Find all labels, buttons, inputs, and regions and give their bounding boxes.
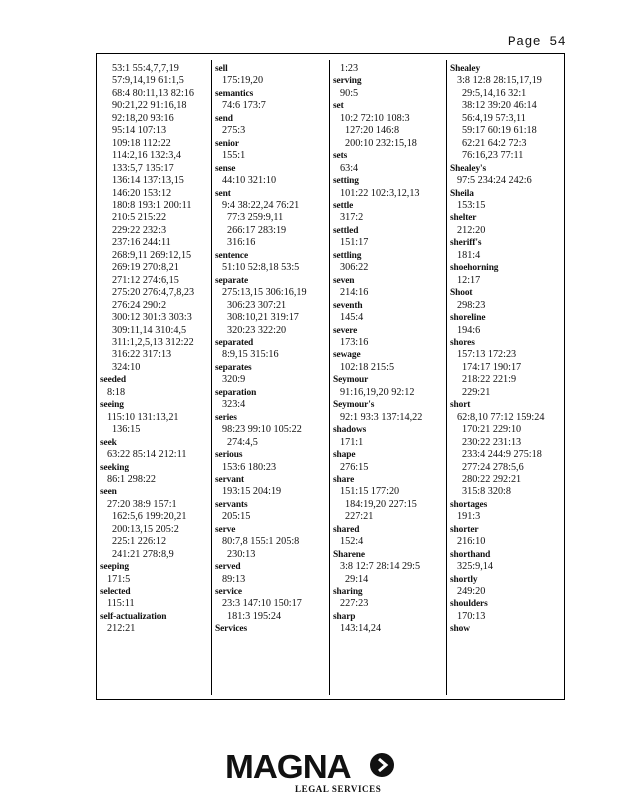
page-line-reference: 214:16 bbox=[340, 287, 369, 299]
index-term: sense bbox=[215, 163, 236, 174]
index-term: shoulders bbox=[450, 599, 488, 610]
page-line-reference: 276:15 bbox=[340, 461, 369, 473]
page-label: Page 54 bbox=[507, 34, 566, 49]
page-line-reference: 200:13,15 205:2 bbox=[112, 523, 179, 535]
page-line-reference: 62:8,10 77:12 159:24 bbox=[457, 411, 545, 423]
index-column-3 bbox=[333, 63, 447, 636]
page-line-reference: 59:17 60:19 61:18 bbox=[462, 125, 537, 137]
page-line-reference: 249:20 bbox=[457, 586, 486, 598]
page-line-reference: 90:21,22 91:16,18 bbox=[112, 100, 187, 112]
page-line-reference: 173:16 bbox=[340, 336, 369, 348]
index-term: service bbox=[215, 587, 242, 598]
page-line-reference: 309:11,14 310:4,5 bbox=[112, 324, 187, 336]
index-term: settled bbox=[333, 225, 359, 236]
index-term: senior bbox=[215, 138, 239, 149]
page-line-reference: 115:10 131:13,21 bbox=[107, 411, 179, 423]
page-line-reference: 77:3 259:9,11 bbox=[227, 212, 284, 224]
page-line-reference: 194:6 bbox=[457, 324, 481, 336]
page-line-reference: 92:18,20 93:16 bbox=[112, 112, 174, 124]
index-term: shorter bbox=[450, 524, 479, 535]
index-term: Seymour bbox=[333, 375, 369, 386]
page-line-reference: 143:14,24 bbox=[340, 623, 382, 635]
page-line-reference: 216:10 bbox=[457, 536, 486, 548]
page-line-reference: 3:8 12:7 28:14 29:5 bbox=[340, 561, 421, 573]
page-line-reference: 200:10 232:15,18 bbox=[345, 137, 417, 149]
index-term: seen bbox=[100, 487, 117, 498]
page-line-reference: 102:18 215:5 bbox=[340, 361, 395, 373]
page-line-reference: 89:13 bbox=[222, 573, 246, 585]
index-term: seven bbox=[333, 275, 355, 286]
page-line-reference: 115:11 bbox=[107, 598, 135, 610]
page-line-reference: 184:19,20 227:15 bbox=[345, 498, 417, 510]
index-term: Shealey's bbox=[450, 163, 487, 174]
page-line-reference: 229:22 232:3 bbox=[112, 224, 167, 236]
page-line-reference: 170:21 229:10 bbox=[462, 424, 522, 436]
index-term: sharp bbox=[333, 611, 356, 622]
page-line-reference: 3:8 12:8 28:15,17,19 bbox=[457, 75, 542, 87]
index-term: serving bbox=[333, 76, 362, 87]
index-term: sheriff's bbox=[450, 238, 482, 249]
page-line-reference: 181:4 bbox=[457, 249, 481, 261]
page-line-reference: 9:4 38:22,24 76:21 bbox=[222, 199, 300, 211]
page-line-reference: 268:9,11 269:12,15 bbox=[112, 249, 192, 261]
page-line-reference: 306:23 307:21 bbox=[227, 299, 287, 311]
page-line-reference: 136:14 137:13,15 bbox=[112, 175, 184, 187]
index-term: send bbox=[215, 113, 233, 124]
index-term: short bbox=[450, 400, 471, 411]
page-line-reference: 237:16 244:11 bbox=[112, 237, 171, 249]
page-line-reference: 29:14 bbox=[345, 573, 369, 585]
page-line-reference: 325:9,14 bbox=[457, 561, 493, 573]
page-line-reference: 155:1 bbox=[222, 150, 246, 162]
index-term: shelter bbox=[450, 213, 477, 224]
page-line-reference: 8:9,15 315:16 bbox=[222, 349, 279, 361]
page-line-reference: 323:4 bbox=[222, 399, 246, 411]
page-line-reference: 44:10 321:10 bbox=[222, 175, 277, 187]
index-term: shortly bbox=[450, 574, 478, 585]
index-term: series bbox=[215, 412, 237, 423]
page-line-reference: 56:4,19 57:3,11 bbox=[462, 112, 526, 124]
index-term: shape bbox=[333, 450, 356, 461]
page-line-reference: 210:5 215:22 bbox=[112, 212, 167, 224]
index-term: separation bbox=[215, 387, 257, 398]
page-line-reference: 205:15 bbox=[222, 511, 251, 523]
page-line-reference: 275:3 bbox=[222, 125, 246, 137]
page-line-reference: 1:23 bbox=[340, 63, 359, 74]
page-line-reference: 227:23 bbox=[340, 598, 369, 610]
index-term: separates bbox=[215, 362, 252, 373]
page-line-reference: 152:4 bbox=[340, 536, 364, 548]
index-term: serious bbox=[215, 450, 243, 461]
page-line-reference: 275:20 276:4,7,8,23 bbox=[112, 287, 195, 299]
page-line-reference: 277:24 278:5,6 bbox=[462, 461, 524, 473]
index-column-2 bbox=[215, 63, 329, 636]
page-line-reference: 153:6 180:23 bbox=[222, 461, 277, 473]
page-line-reference: 76:16,23 77:11 bbox=[462, 150, 524, 162]
index-term: sell bbox=[215, 64, 228, 74]
page-line-reference: 316:22 317:13 bbox=[112, 349, 172, 361]
index-term: semantics bbox=[215, 88, 254, 99]
index-term: Shoot bbox=[450, 288, 473, 299]
page-line-reference: 29:5,14,16 32:1 bbox=[462, 87, 527, 99]
index-term: seek bbox=[100, 437, 117, 448]
page-line-reference: 269:19 270:8,21 bbox=[112, 262, 179, 274]
logo-wordmark: MAGNA bbox=[225, 748, 351, 785]
page-line-reference: 298:23 bbox=[457, 299, 486, 311]
index-term: setting bbox=[333, 176, 359, 187]
index-term: sentence bbox=[215, 250, 249, 261]
page-line-reference: 12:17 bbox=[457, 274, 481, 286]
index-frame bbox=[96, 53, 565, 700]
page-line-reference: 175:19,20 bbox=[222, 75, 264, 87]
logo-subtitle: LEGAL SERVICES bbox=[295, 784, 382, 794]
page-line-reference: 233:4 244:9 275:18 bbox=[462, 449, 542, 461]
page-line-reference: 114:2,16 132:3,4 bbox=[112, 150, 181, 162]
page-line-reference: 157:13 172:23 bbox=[457, 349, 517, 361]
page-line-reference: 92:1 93:3 137:14,22 bbox=[340, 411, 423, 423]
page-line-reference: 300:12 301:3 303:3 bbox=[112, 312, 192, 324]
page-line-reference: 227:21 bbox=[345, 511, 374, 523]
page-line-reference: 311:1,2,5,13 312:22 bbox=[112, 336, 194, 348]
page-line-reference: 86:1 298:22 bbox=[107, 473, 156, 485]
page-line-reference: 308:10,21 319:17 bbox=[227, 312, 299, 324]
page-line-reference: 145:4 bbox=[340, 312, 364, 324]
page-line-reference: 80:7,8 155:1 205:8 bbox=[222, 536, 300, 548]
index-term: shared bbox=[333, 524, 360, 535]
page-line-reference: 230:13 bbox=[227, 548, 256, 560]
page-line-reference: 95:14 107:13 bbox=[112, 125, 167, 137]
page-line-reference: 8:18 bbox=[107, 386, 126, 398]
page-line-reference: 174:17 190:17 bbox=[462, 361, 522, 373]
index-term: severe bbox=[333, 325, 358, 336]
index-term: Sheila bbox=[450, 188, 474, 199]
page-line-reference: 306:22 bbox=[340, 262, 369, 274]
magna-logo bbox=[225, 748, 405, 794]
index-term: shoehorning bbox=[450, 263, 499, 274]
page-line-reference: 320:23 322:20 bbox=[227, 324, 287, 336]
arrow-circle-icon bbox=[370, 753, 394, 777]
page-line-reference: 146:20 153:12 bbox=[112, 187, 172, 199]
page-line-reference: 151:17 bbox=[340, 237, 369, 249]
index-term: share bbox=[333, 474, 355, 485]
page-line-reference: 68:4 80:11,13 82:16 bbox=[112, 87, 194, 99]
page-line-reference: 90:5 bbox=[340, 87, 359, 99]
index-term: shortages bbox=[450, 499, 488, 510]
page-line-reference: 191:3 bbox=[457, 511, 481, 523]
index-term: seeping bbox=[100, 562, 129, 573]
page-line-reference: 170:13 bbox=[457, 610, 486, 622]
page-line-reference: 275:13,15 306:16,19 bbox=[222, 287, 307, 299]
page-line-reference: 62:21 64:2 72:3 bbox=[462, 137, 527, 149]
page-line-reference: 23:3 147:10 150:17 bbox=[222, 598, 302, 610]
page-line-reference: 193:15 204:19 bbox=[222, 486, 282, 498]
page-line-reference: 280:22 292:21 bbox=[462, 473, 522, 485]
index-term: separated bbox=[215, 337, 254, 348]
page-line-reference: 57:9,14,19 61:1,5 bbox=[112, 75, 184, 87]
index-term: sent bbox=[215, 188, 231, 199]
page-line-reference: 97:5 234:24 242:6 bbox=[457, 175, 532, 187]
index-term: seeing bbox=[100, 400, 124, 411]
index-term: seeking bbox=[100, 462, 129, 473]
page-line-reference: 98:23 99:10 105:22 bbox=[222, 424, 302, 436]
index-term: shorthand bbox=[450, 549, 491, 560]
index-term: settling bbox=[333, 250, 362, 261]
page-line-reference: 276:24 290:2 bbox=[112, 299, 167, 311]
index-term: self-actualization bbox=[100, 611, 167, 622]
page-line-reference: 229:21 bbox=[462, 386, 491, 398]
index-term: shadows bbox=[333, 425, 367, 436]
page-line-reference: 266:17 283:19 bbox=[227, 224, 287, 236]
page-line-reference: 63:22 85:14 212:11 bbox=[107, 449, 187, 461]
index-term: shores bbox=[450, 337, 475, 348]
index-term: serve bbox=[215, 524, 236, 535]
index-term: settle bbox=[333, 200, 354, 211]
page-line-reference: 151:15 177:20 bbox=[340, 486, 400, 498]
page-line-reference: 225:1 226:12 bbox=[112, 536, 167, 548]
page-line-reference: 180:8 193:1 200:11 bbox=[112, 199, 192, 211]
page-line-reference: 320:9 bbox=[222, 374, 246, 386]
index-term: seeded bbox=[100, 375, 126, 386]
index-column-4 bbox=[450, 63, 564, 636]
index-term: Shealey bbox=[450, 64, 481, 74]
page-line-reference: 38:12 39:20 46:14 bbox=[462, 100, 537, 112]
index-term: seventh bbox=[333, 300, 363, 311]
page-line-reference: 241:21 278:8,9 bbox=[112, 548, 174, 560]
index-term: set bbox=[333, 101, 344, 112]
page-line-reference: 212:20 bbox=[457, 224, 486, 236]
index-term: show bbox=[450, 624, 470, 635]
page-line-reference: 51:10 52:8,18 53:5 bbox=[222, 262, 300, 274]
page-line-reference: 101:22 102:3,12,13 bbox=[340, 187, 420, 199]
page-line-reference: 74:6 173:7 bbox=[222, 100, 266, 112]
page-line-reference: 10:2 72:10 108:3 bbox=[340, 112, 410, 124]
index-term: sets bbox=[333, 151, 348, 162]
page-line-reference: 133:5,7 135:17 bbox=[112, 162, 174, 174]
page-line-reference: 53:1 55:4,7,7,19 bbox=[112, 63, 179, 74]
page-line-reference: 271:12 274:6,15 bbox=[112, 274, 179, 286]
index-term: servants bbox=[215, 499, 248, 510]
page-line-reference: 212:21 bbox=[107, 623, 136, 635]
page-line-reference: 218:22 221:9 bbox=[462, 374, 517, 386]
page-line-reference: 91:16,19,20 92:12 bbox=[340, 386, 415, 398]
index-term: Sharene bbox=[333, 549, 365, 560]
page-line-reference: 27:20 38:9 157:1 bbox=[107, 498, 177, 510]
page-line-reference: 315:8 320:8 bbox=[462, 486, 511, 498]
page-line-reference: 274:4,5 bbox=[227, 436, 258, 448]
page-line-reference: 171:5 bbox=[107, 573, 131, 585]
page-line-reference: 136:15 bbox=[112, 424, 141, 436]
page-line-reference: 324:10 bbox=[112, 361, 141, 373]
index-term: Seymour's bbox=[333, 400, 375, 411]
index-term: selected bbox=[100, 587, 131, 598]
column-divider bbox=[329, 60, 330, 695]
page-line-reference: 316:16 bbox=[227, 237, 256, 249]
page-line-reference: 63:4 bbox=[340, 162, 359, 174]
index-term: Services bbox=[215, 624, 247, 635]
index-term: servant bbox=[215, 474, 244, 485]
index-column-1 bbox=[100, 63, 214, 636]
page-line-reference: 317:2 bbox=[340, 212, 364, 224]
index-term: served bbox=[215, 562, 241, 573]
page-line-reference: 153:15 bbox=[457, 199, 486, 211]
index-term: shoreline bbox=[450, 313, 486, 324]
index-term: sewage bbox=[333, 350, 361, 361]
index-term: separate bbox=[215, 275, 249, 286]
page-line-reference: 127:20 146:8 bbox=[345, 125, 400, 137]
page-line-reference: 230:22 231:13 bbox=[462, 436, 522, 448]
index-term: sharing bbox=[333, 587, 363, 598]
page-line-reference: 109:18 112:22 bbox=[112, 137, 171, 149]
page-line-reference: 162:5,6 199:20,21 bbox=[112, 511, 187, 523]
page-line-reference: 181:3 195:24 bbox=[227, 610, 282, 622]
page-line-reference: 171:1 bbox=[340, 436, 364, 448]
